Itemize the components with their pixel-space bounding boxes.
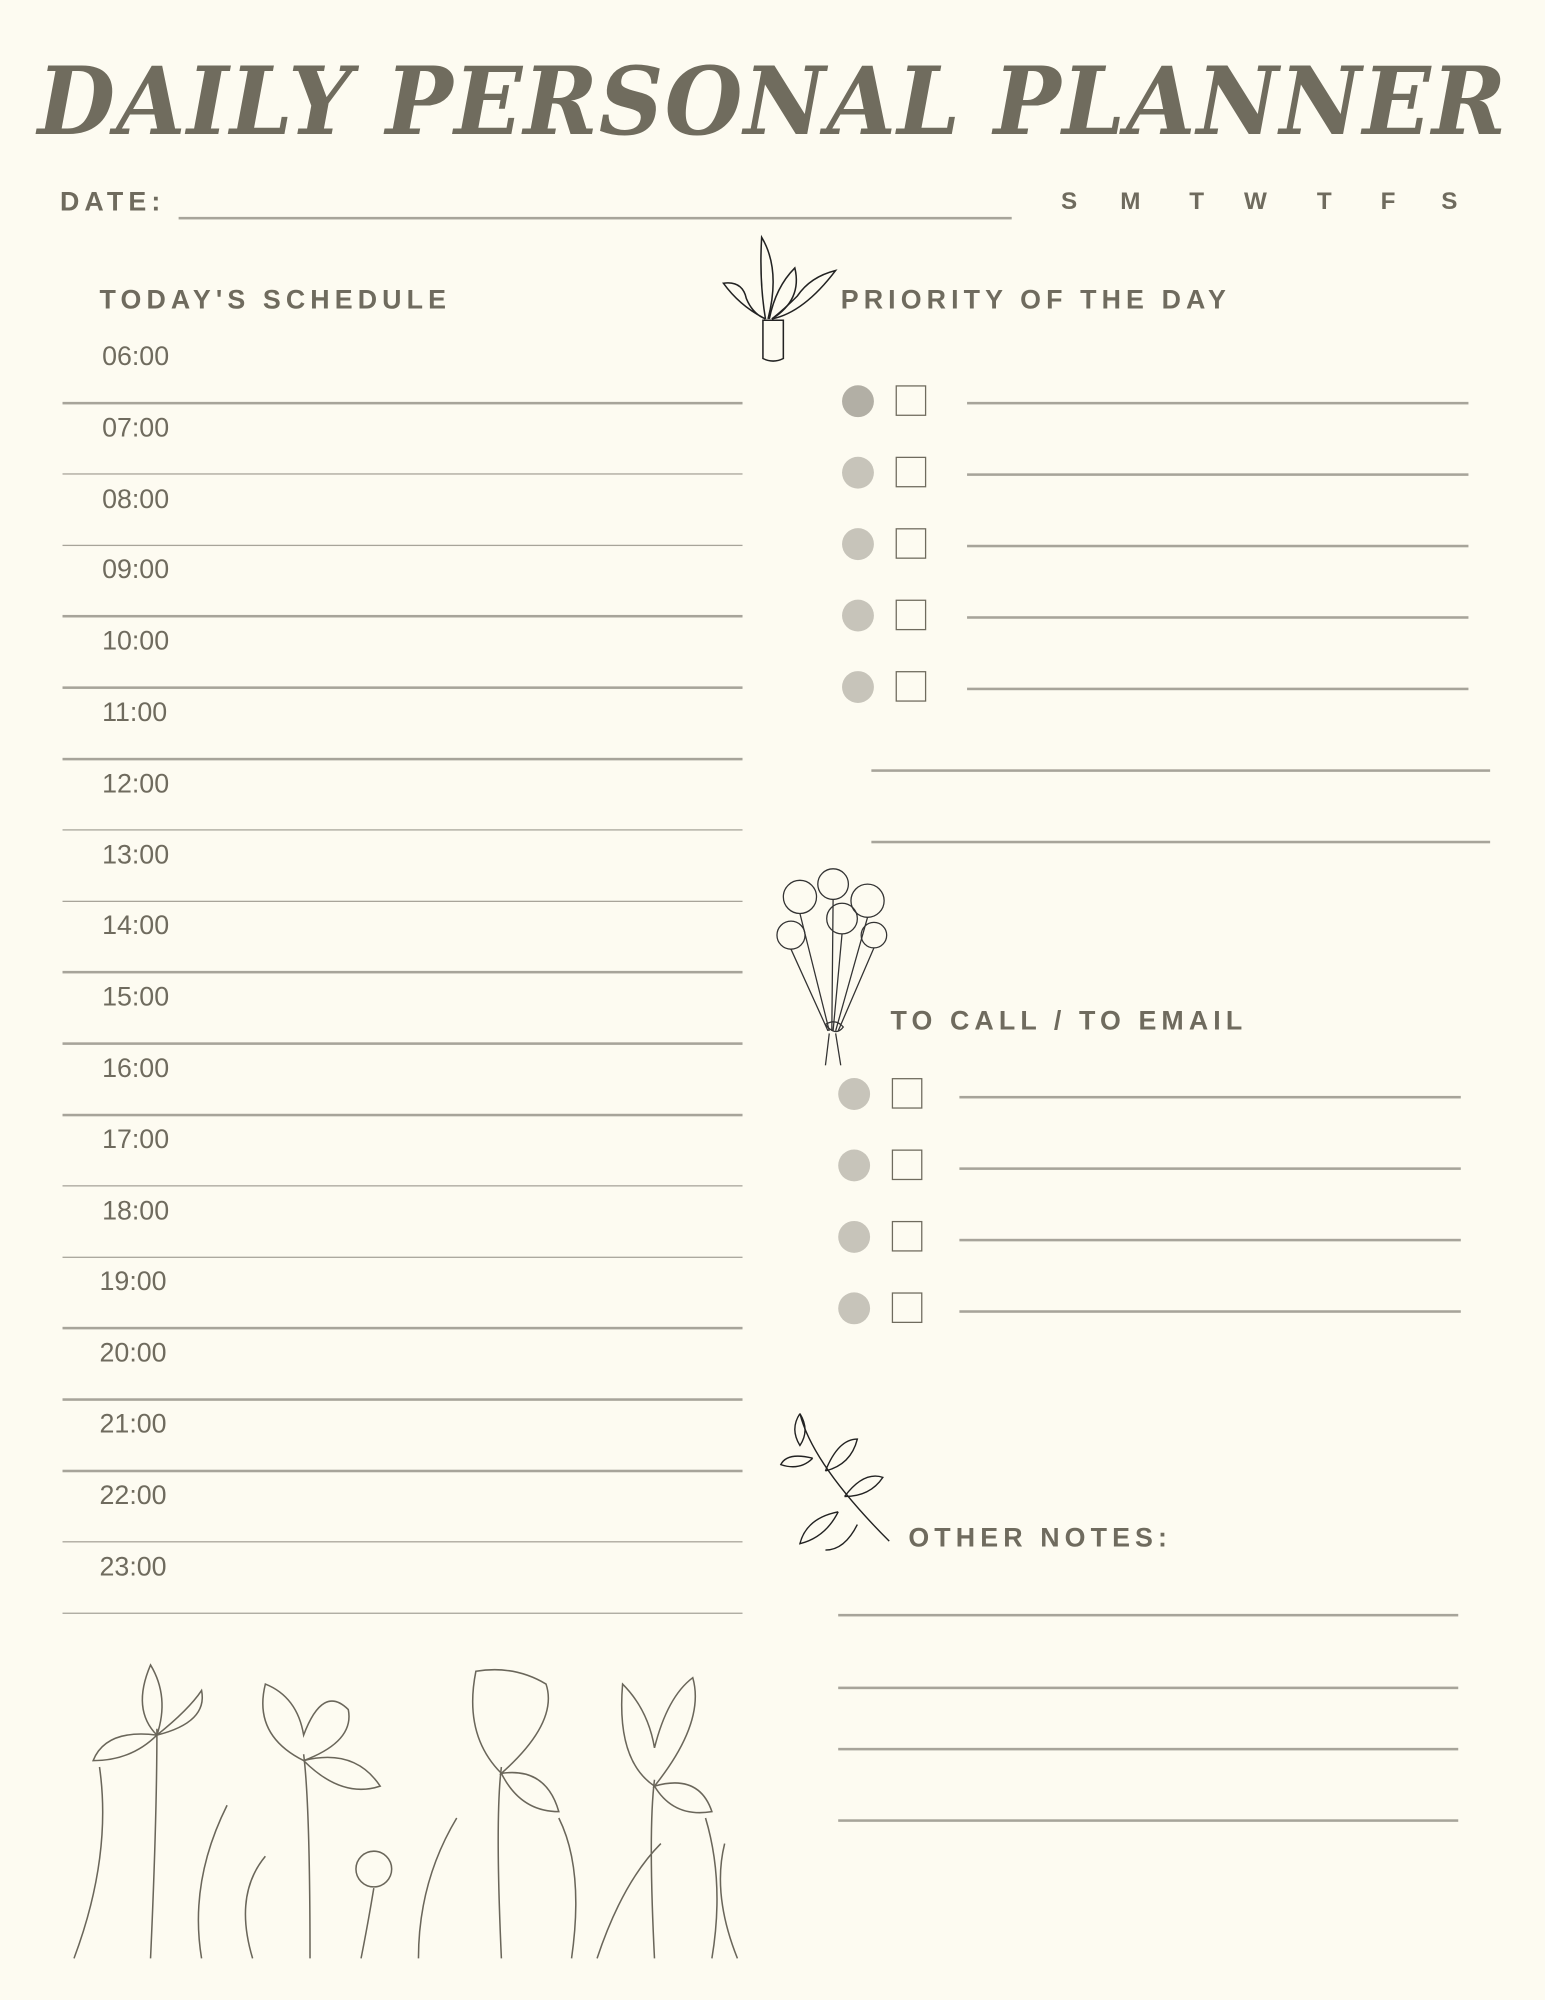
schedule-line[interactable] [63, 1399, 743, 1401]
bullet-dot [842, 600, 874, 632]
schedule-line[interactable] [63, 829, 743, 831]
schedule-line[interactable] [63, 1612, 743, 1614]
schedule-time: 18:00 [102, 1196, 170, 1226]
priority-checkbox[interactable] [896, 385, 927, 416]
bullet-dot [842, 385, 874, 417]
schedule-time: 17:00 [102, 1124, 170, 1155]
schedule-time: 14:00 [102, 911, 170, 941]
weekday-3[interactable]: W [1243, 188, 1267, 216]
schedule-time: 23:00 [99, 1552, 167, 1582]
notes-line[interactable] [838, 1819, 1458, 1821]
schedule-line[interactable] [63, 1327, 743, 1329]
schedule-line[interactable] [63, 1185, 743, 1187]
iris-flower-3 [473, 1670, 559, 1959]
schedule-time: 22:00 [99, 1480, 167, 1511]
schedule-line[interactable] [63, 544, 743, 546]
bullet-dot [838, 1292, 870, 1324]
schedule-time: 11:00 [102, 697, 168, 728]
schedule-time: 13:00 [102, 840, 170, 870]
date-label: DATE: [59, 187, 166, 217]
weekday-0[interactable]: S [1061, 188, 1078, 216]
schedule-time: 12:00 [102, 769, 170, 799]
to-call-heading: TO CALL / TO EMAIL [890, 1006, 1248, 1036]
schedule-time: 07:00 [102, 413, 170, 443]
schedule-line[interactable] [63, 971, 743, 973]
priority-checkbox[interactable] [896, 457, 927, 488]
iris-flower-1 [93, 1665, 202, 1958]
notes-line[interactable] [838, 1614, 1458, 1616]
priority-line[interactable] [967, 616, 1468, 618]
schedule-line[interactable] [63, 1043, 743, 1045]
schedule-time: 19:00 [99, 1267, 167, 1297]
notes-heading: OTHER NOTES: [908, 1523, 1173, 1553]
priority-checkbox[interactable] [896, 671, 927, 702]
schedule-time: 09:00 [102, 555, 170, 585]
schedule-time: 21:00 [99, 1409, 167, 1440]
to-call-checkbox[interactable] [892, 1221, 923, 1252]
schedule-time: 20:00 [99, 1338, 167, 1368]
bullet-dot [838, 1078, 870, 1110]
daffodil [356, 1851, 392, 1958]
bullet-dot [842, 671, 874, 703]
weekday-4[interactable]: T [1316, 188, 1332, 216]
to-call-checkbox[interactable] [892, 1292, 923, 1323]
page-title: DAILY PERSONAL PLANNER [37, 45, 1508, 158]
priority-line[interactable] [967, 473, 1468, 475]
weekday-6[interactable]: S [1441, 188, 1458, 216]
schedule-time: 10:00 [102, 626, 170, 657]
schedule-time: 15:00 [102, 982, 170, 1012]
schedule-time: 08:00 [102, 484, 170, 514]
schedule-time: 16:00 [102, 1053, 170, 1084]
schedule-line[interactable] [63, 687, 743, 689]
bullet-dot [842, 457, 874, 489]
schedule-line[interactable] [63, 402, 743, 404]
schedule-line[interactable] [63, 900, 743, 902]
priority-heading: PRIORITY OF THE DAY [840, 285, 1231, 316]
to-call-line[interactable] [959, 1239, 1460, 1241]
priority-line[interactable] [967, 402, 1468, 404]
bullet-dot [838, 1149, 870, 1181]
iris-flower-2 [263, 1684, 380, 1958]
schedule-line[interactable] [63, 473, 743, 475]
priority-extra-line[interactable] [871, 769, 1490, 771]
notes-line[interactable] [838, 1687, 1458, 1689]
bullet-dot [842, 528, 874, 560]
schedule-line[interactable] [63, 615, 743, 617]
to-call-line[interactable] [959, 1310, 1460, 1312]
weekday-2[interactable]: T [1189, 188, 1205, 216]
weekday-5[interactable]: F [1380, 188, 1396, 216]
to-call-checkbox[interactable] [892, 1078, 923, 1109]
iris-flower-4 [622, 1678, 712, 1959]
leaf-sprig-icon [774, 1407, 895, 1560]
schedule-line[interactable] [63, 1114, 743, 1116]
weekday-1[interactable]: M [1120, 188, 1141, 216]
priority-line[interactable] [967, 545, 1468, 547]
priority-line[interactable] [967, 688, 1468, 690]
priority-checkbox[interactable] [896, 528, 927, 559]
schedule-line[interactable] [63, 1470, 743, 1472]
bullet-dot [838, 1221, 870, 1253]
schedule-heading: TODAY'S SCHEDULE [99, 285, 452, 316]
schedule-line[interactable] [63, 1541, 743, 1543]
to-call-checkbox[interactable] [892, 1149, 923, 1180]
iris-flowers-illustration [74, 1659, 737, 1959]
schedule-line[interactable] [63, 758, 743, 760]
date-input-line[interactable] [179, 217, 1012, 219]
potted-plant-icon [721, 236, 842, 370]
to-call-line[interactable] [959, 1167, 1460, 1169]
priority-extra-line[interactable] [871, 841, 1490, 843]
notes-line[interactable] [838, 1748, 1458, 1750]
priority-checkbox[interactable] [896, 600, 927, 631]
flower-bouquet-icon [772, 865, 893, 1069]
to-call-line[interactable] [959, 1096, 1460, 1098]
schedule-line[interactable] [63, 1256, 743, 1258]
schedule-time: 06:00 [102, 341, 170, 372]
